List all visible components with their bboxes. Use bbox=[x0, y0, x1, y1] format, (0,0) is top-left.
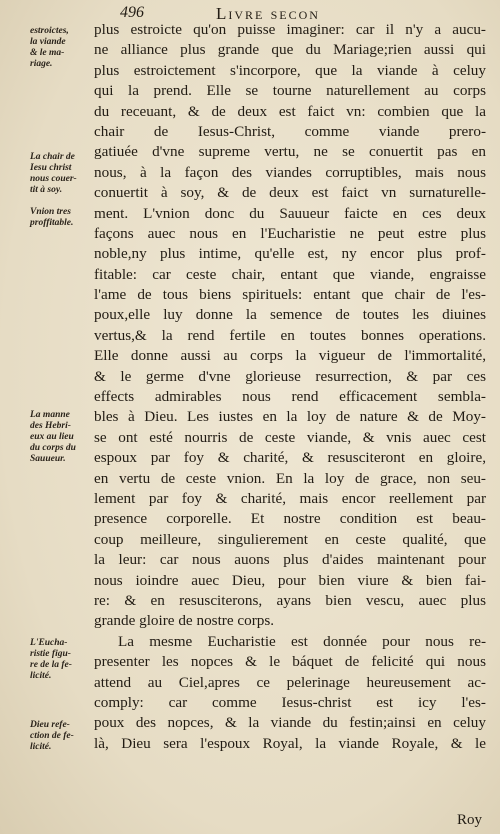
margin-note: L'Eucha- ristie figu- re de la fe- licité. bbox=[30, 638, 72, 681]
text-line: du receuant, & de deux est faict vn: combien que la bbox=[94, 102, 486, 120]
text-line: re: & en resusciterons, ayans bien vescu, auec plus bbox=[94, 591, 486, 609]
text-line: presence corporelle. Et nostre condition est beau- bbox=[94, 510, 486, 528]
margin-note: La chair de Iesu christ nous couer- tit à soy. bbox=[30, 152, 77, 195]
text-line: chair de Iesus-Christ, comme viande prero- bbox=[94, 122, 486, 140]
text-line: coup meilleure, singulierement en ceste qualité, que bbox=[94, 530, 486, 548]
text-line: effects admirables nous rend efficacement sembla- bbox=[94, 388, 486, 406]
text-line: se ont esté nourris de ceste viande, & vnis auec cest bbox=[94, 428, 486, 446]
text-line: ment. L'vnion donc du Sauueur faicte en ces deux bbox=[94, 204, 486, 222]
body-text bbox=[94, 20, 486, 754]
text-line: conuertit à soy, & de deux est faict vn surnaturelle- bbox=[94, 184, 486, 202]
text-line: nous, à la façon des viandes corruptibles, mais nous bbox=[94, 163, 486, 181]
margin-notes bbox=[0, 20, 96, 820]
text-line: la leur: car nous auons plus d'aides maintenant pour bbox=[94, 551, 486, 569]
page-number: 496 bbox=[120, 4, 144, 21]
text-line: presenter les nopces & le báquet de felicité qui nous bbox=[94, 653, 486, 671]
text-line: façons auec nous en l'Eucharistie ne peut estre plus bbox=[94, 224, 486, 242]
margin-note: Dieu refe- ction de fe- licité. bbox=[30, 720, 74, 752]
text-line: poux,elle luy donne la semence de toutes les diuines bbox=[94, 306, 486, 324]
text-line: & le germe d'vne glorieuse resurrection, & par ces bbox=[94, 367, 486, 385]
text-line: bles à Dieu. Les iustes en la loy de nature & de Moy- bbox=[94, 408, 486, 426]
text-line: grande gloire de nostre corps. bbox=[94, 612, 275, 630]
running-title: Livre secon bbox=[216, 4, 320, 23]
margin-note: La manne des Hebri- eux au lieu du corps du Sauueur. bbox=[30, 410, 76, 464]
text-line: espoux par foy & charité, & resusciteront en gloire, bbox=[94, 449, 486, 467]
text-line: qui la prend. Elle se tourne naturellement au corps bbox=[94, 82, 486, 100]
text-line: plus estroicte qu'on puisse imaginer: car il n'y a aucu- bbox=[94, 21, 486, 38]
text-line: nous ioindre auec Dieu, pour bien viure & bien fai- bbox=[94, 571, 486, 589]
text-line: gatiuée d'vne supreme vertu, ne se conuertit pas en bbox=[94, 143, 486, 161]
text-line: l'ame de tous biens spirituels: entant que chair de l'es- bbox=[94, 286, 486, 304]
text-line: noble,ny plus intime, qu'elle est, ny encor plus prof- bbox=[94, 245, 486, 263]
text-line: plus estroictement s'incorpore, que la viande à celuy bbox=[94, 61, 486, 79]
margin-note: Vnion tres proffitable. bbox=[30, 207, 74, 228]
text-line: fitable: car ceste chair, entant que viande, engraisse bbox=[94, 265, 486, 283]
text-line: attend au Ciel,apres ce pelerinage heureusement ac- bbox=[94, 673, 486, 691]
text-line: poux des nopces, & la viande du festin;ainsi en celuy bbox=[94, 714, 486, 732]
text-line: lement par foy & charité, mais encor reellement par bbox=[94, 489, 486, 507]
text-line: vertus,& la rend fertile en toutes bonnes operations. bbox=[94, 326, 486, 344]
catchword: Roy bbox=[456, 812, 482, 828]
text-line: Elle donne aussi au corps la vigueur de l'immortalité, bbox=[94, 347, 486, 365]
text-line: La mesme Eucharistie est donnée pour nous re- bbox=[118, 632, 486, 650]
text-line: en vertu de ceste vnion. En la loy de grace, non seu- bbox=[94, 469, 486, 487]
text-line: ne alliance plus grande que du Mariage;rien aussi qui bbox=[94, 41, 486, 59]
text-line: là, Dieu sera l'espoux Royal, la viande Royale, & le bbox=[94, 734, 486, 752]
text-line: comply: car comme Iesus-christ est icy l'es- bbox=[94, 693, 486, 711]
margin-note: estroictes, la viande & le ma- riage. bbox=[30, 26, 69, 69]
